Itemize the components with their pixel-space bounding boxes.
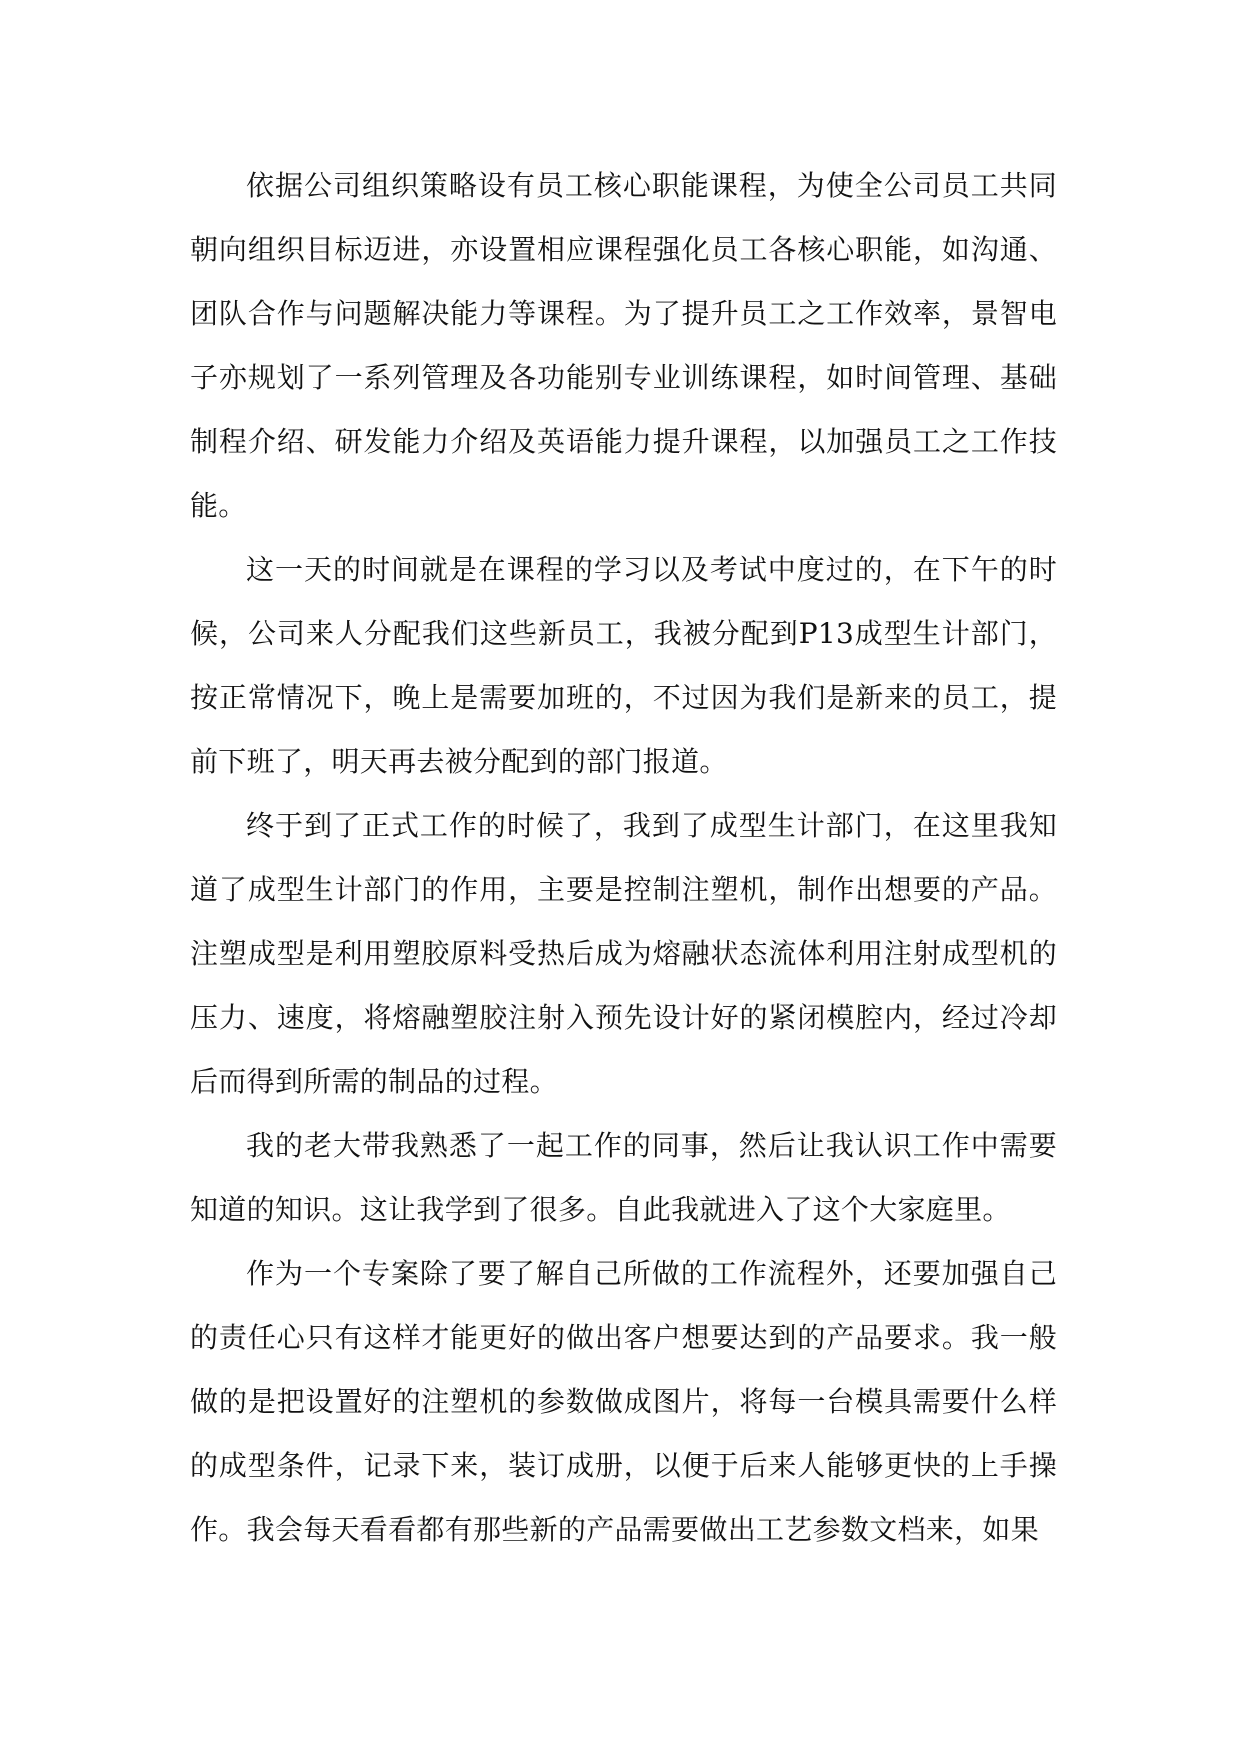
paragraph-4: 我的老大带我熟悉了一起工作的同事，然后让我认识工作中需要知道的知识。这让我学到了很多。自此我就进入了这个大家庭里。: [190, 1129, 1057, 1226]
document-body: [190, 154, 1057, 1562]
paragraph-1: 依据公司组织策略设有员工核心职能课程，为使全公司员工共同朝向组织目标迈进，亦设置相应课程强化员工各核心职能，如沟通、团队合作与问题解决能力等课程。为了提升员工之工作效率，景智电子亦规划了一系列管理及各功能别专业训练课程，如时间管理、基础制程介绍、研发能力介绍及英语能力提升课程，以加强员工之工作技能。: [190, 169, 1057, 522]
paragraph-5: 作为一个专案除了要了解自己所做的工作流程外，还要加强自己的责任心只有这样才能更好的做出客户想要达到的产品要求。我一般做的是把设置好的注塑机的参数做成图片，将每一台模具需要什么样的成型条件，记录下来，装订成册，以便于后来人能够更快的上手操作。我会每天看看都有那些新的产品需要做出工艺参数文档来，如果: [190, 1257, 1057, 1546]
paragraph-2: 这一天的时间就是在课程的学习以及考试中度过的，在下午的时候，公司来人分配我们这些新员工，我被分配到P13成型生计部门，按正常情况下，晚上是需要加班的，不过因为我们是新来的员工，提前下班了，明天再去被分配到的部门报道。: [190, 553, 1057, 778]
paragraph-3: 终于到了正式工作的时候了，我到了成型生计部门，在这里我知道了成型生计部门的作用，主要是控制注塑机，制作出想要的产品。注塑成型是利用塑胶原料受热后成为熔融状态流体利用注射成型机的压力、速度，将熔融塑胶注射入预先设计好的紧闭模腔内，经过冷却后而得到所需的制品的过程。: [190, 809, 1057, 1098]
